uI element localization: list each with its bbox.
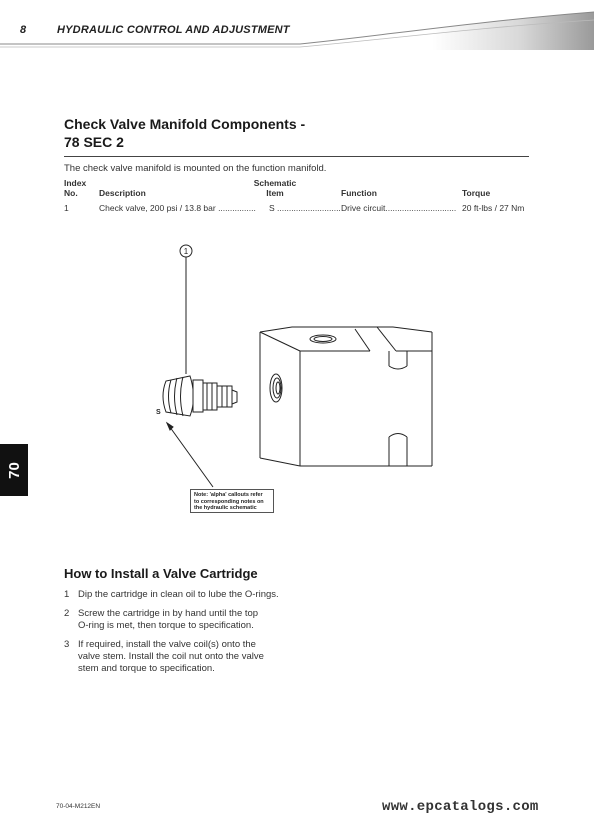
col-header-torque: Torque <box>462 188 491 198</box>
step-text: Dip the cartridge in clean oil to lube the O-rings. <box>78 589 279 600</box>
section-title-line1: Check Valve Manifold Components - <box>64 116 306 132</box>
step-text-line2: valve stem. Install the coil nut onto the valve <box>78 651 264 662</box>
section-intro: The check valve manifold is mounted on the function manifold. <box>64 163 327 174</box>
step-number: 1 <box>64 589 70 600</box>
step-number: 2 <box>64 608 70 619</box>
row-torque: 20 ft-lbs / 27 Nm <box>462 203 525 213</box>
col-header-function: Function <box>341 188 377 198</box>
col-header-index <box>64 178 86 198</box>
manifold-block <box>260 327 432 466</box>
section-title <box>64 115 305 151</box>
check-valve-diagram <box>0 230 594 530</box>
col-header-index-line1: Index <box>64 178 87 188</box>
step-text-line2: O-ring is met, then torque to specification. <box>78 620 254 631</box>
row-function: Drive circuit.............................. <box>341 203 457 213</box>
note-line1: Note: 'alpha' callouts refer <box>194 492 263 498</box>
row-index: 1 <box>64 203 69 213</box>
watermark: www.epcatalogs.com <box>382 799 539 815</box>
page-header-title: HYDRAULIC CONTROL AND ADJUSTMENT <box>57 24 290 36</box>
check-valve-cartridge <box>163 376 237 416</box>
note-box <box>190 489 274 513</box>
row-schematic: S ........................... <box>269 203 341 213</box>
page-number: 8 <box>20 24 27 36</box>
col-header-index-line2: No. <box>64 188 78 198</box>
step-text-line3: stem and torque to specification. <box>78 663 215 674</box>
section-divider <box>64 156 529 157</box>
document-code: 70-04-M212EN <box>56 803 101 810</box>
col-header-schematic <box>250 178 300 198</box>
col-header-schematic-line2: Item <box>266 188 284 198</box>
callout-number: 1 <box>183 247 189 256</box>
note-leader-arrow <box>167 423 213 487</box>
schematic-letter-s: S <box>156 409 161 416</box>
step-text-line1: Screw the cartridge in by hand until the top <box>78 608 259 619</box>
col-header-description: Description <box>99 188 146 198</box>
note-line2: to corresponding notes on <box>194 498 264 505</box>
row-description: Check valve, 200 psi / 13.8 bar ................ <box>99 203 256 213</box>
install-title: How to Install a Valve Cartridge <box>64 566 258 581</box>
section-title-line2: 78 SEC 2 <box>64 134 124 150</box>
step-number: 3 <box>64 639 70 650</box>
note-line3: the hydraulic schematic <box>194 505 257 511</box>
section-tab-label: 70 <box>5 461 23 479</box>
col-header-schematic-line1: Schematic <box>253 178 297 188</box>
step-text-line1: If required, install the valve coil(s) onto the <box>78 639 256 650</box>
